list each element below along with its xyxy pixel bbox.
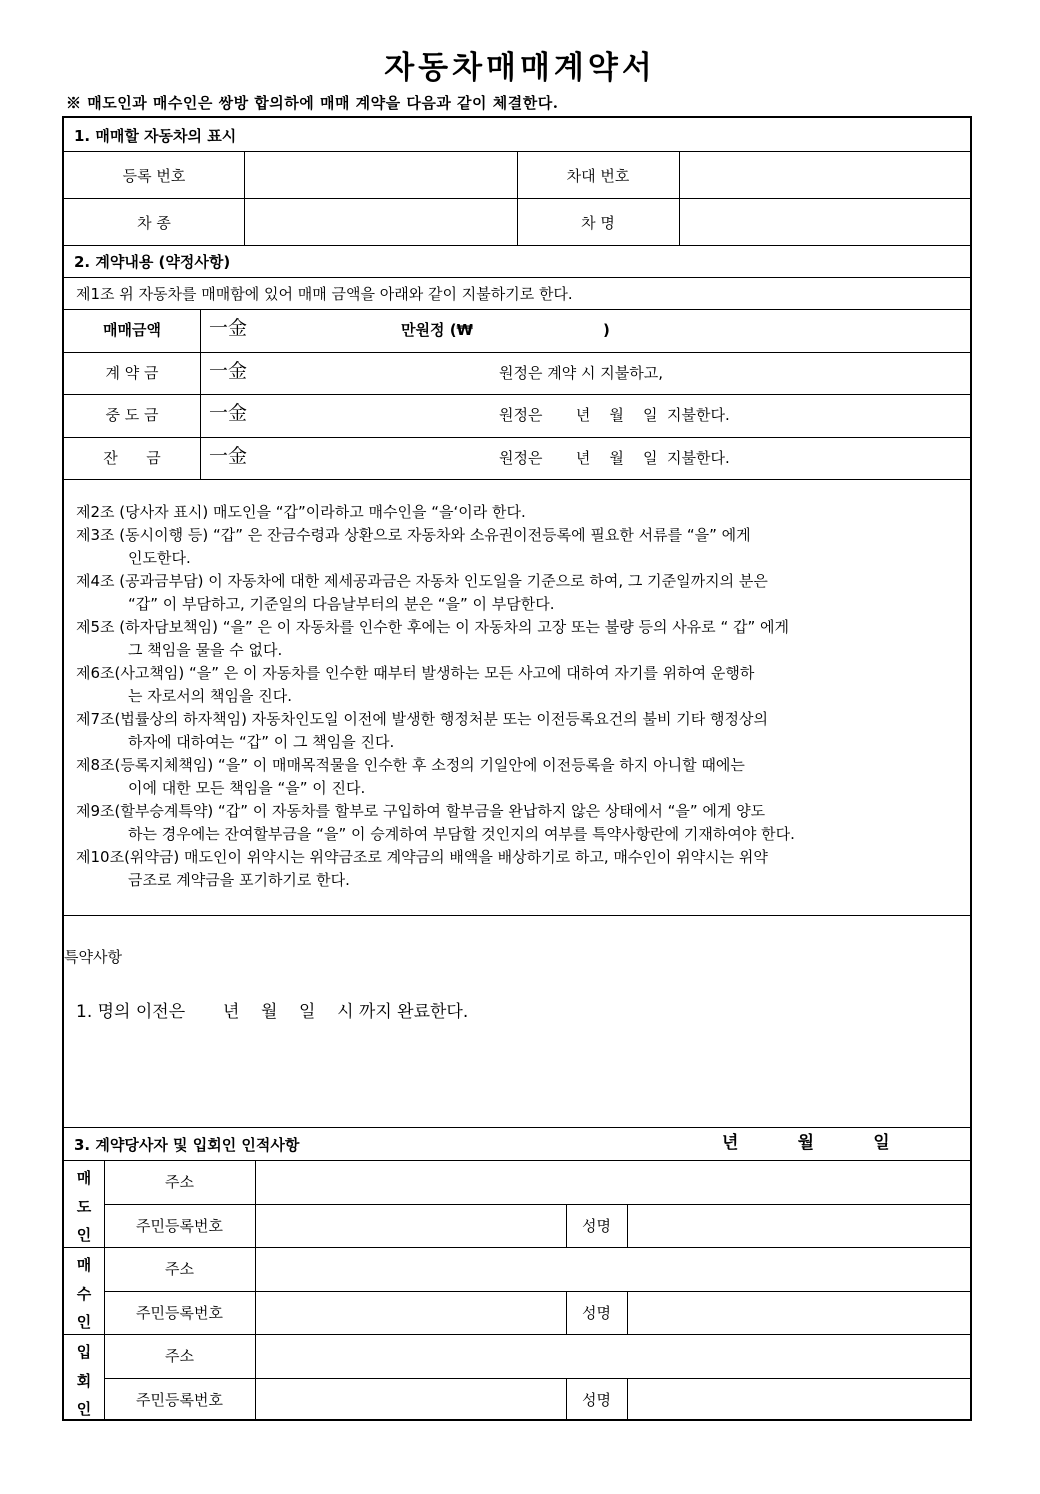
contract-clauses — [76, 501, 971, 892]
witness-id-label: 주민등록번호 — [136, 1391, 223, 1409]
chassis-no-field[interactable] — [680, 152, 970, 197]
clause-article-9: 제9조(할부승계특약) “갑” 이 자동차를 할부로 구입하여 할부금을 완납하지 않은 상태에서 “을” 에게 양도 하는 경우에는 잔여할부금을 “을” 이 승계하여 부담할 것인지의 여부를 특약사항란에 기재하여야 한다. — [76, 802, 795, 843]
clause-article-3: 제3조 (동시이행 등) “갑” 은 잔금수령과 상환으로 자동차와 소유권이전등록에 필요한 서류를 “을” 에게 인도한다. — [76, 526, 751, 567]
buyer-role-char: 매 — [76, 1256, 92, 1274]
balance-text: 원정은 년 월 일 지불한다. — [499, 449, 730, 467]
seller-address-label: 주소 — [165, 1173, 194, 1191]
divider — [64, 479, 970, 480]
section2-heading: 2. 계약내용 (약정사항) — [74, 253, 231, 271]
buyer-name-field[interactable] — [628, 1292, 970, 1333]
clause-article-8: 제8조(등록지체책임) “을” 이 매매목적물을 인수한 후 소정의 기일안에 이전등록을 하지 아니할 때에는 이에 대한 모든 책임을 “을” 이 진다. — [76, 756, 745, 797]
interim-text: 원정은 년 월 일 지불한다. — [499, 406, 730, 424]
witness-name-label: 성명 — [582, 1391, 611, 1409]
interim-prefix: 一金 — [209, 402, 248, 424]
seller-id-label: 주민등록번호 — [136, 1217, 223, 1235]
divider — [104, 1160, 105, 1421]
clause-article-2: 제2조 (당사자 표시) 매도인을 “갑”이라하고 매수인을 “을‘이라 한다. — [76, 503, 526, 521]
price-close: ) — [603, 321, 610, 339]
witness-name-field[interactable] — [628, 1379, 970, 1419]
contract-form — [62, 116, 972, 1421]
witness-role-char: 인 — [76, 1400, 92, 1418]
car-name-field[interactable] — [680, 199, 970, 244]
witness-address-field[interactable] — [256, 1335, 970, 1377]
seller-id-field[interactable] — [256, 1205, 565, 1246]
buyer-name-label: 성명 — [582, 1304, 611, 1322]
clause-article-10: 제10조(위약금) 매도인이 위약시는 위약금조로 계약금의 배액을 배상하기로 하고, 매수인이 위약시는 위약 금조로 계약금을 포기하기로 한다. — [76, 848, 768, 889]
clause-article-7: 제7조(법률상의 하자책임) 자동차인도일 이전에 발생한 행정처분 또는 이전등록요건의 불비 기타 행정상의 하자에 대하여는 “갑” 이 그 책임을 진다. — [76, 710, 769, 751]
seller-address-field[interactable] — [256, 1161, 970, 1203]
seller-role-char: 인 — [76, 1226, 92, 1244]
interim-label: 중 도 금 — [105, 406, 159, 424]
chassis-no-label: 차대 번호 — [566, 167, 630, 185]
seller-role-char: 매 — [76, 1169, 92, 1187]
clause-article-4: 제4조 (공과금부담) 이 자동차에 대한 제세공과금은 자동차 인도일을 기준으로 하여, 그 기준일까지의 분은 “갑” 이 부담하고, 기준일의 다음날부터의 분은 “을” 이 부담한다. — [76, 572, 768, 613]
reg-no-field[interactable] — [245, 152, 516, 197]
article1-text: 제1조 위 자동차를 매매함에 있어 매매 금액을 아래와 같이 지불하기로 한다. — [76, 285, 573, 303]
car-type-label: 차 종 — [137, 214, 171, 232]
document-title: 자동차매매계약서 — [384, 50, 656, 86]
balance-prefix: 一金 — [209, 445, 248, 467]
buyer-id-label: 주민등록번호 — [136, 1304, 223, 1322]
special-terms-label: 특약사항 — [64, 948, 122, 966]
clause-article-6: 제6조(사고책임) “을” 은 이 자동차를 인수한 때부터 발생하는 모든 사고에 대하여 자기를 위하여 운행하 는 자로서의 책임을 진다. — [76, 664, 755, 705]
buyer-address-label: 주소 — [165, 1260, 194, 1278]
seller-name-field[interactable] — [628, 1205, 970, 1246]
section3-heading: 3. 계약당사자 및 입회인 인적사항 — [74, 1136, 300, 1154]
section1-heading: 1. 매매할 자동차의 표시 — [74, 127, 237, 145]
buyer-address-field[interactable] — [256, 1248, 970, 1290]
deposit-label: 계 약 금 — [105, 364, 159, 382]
divider — [200, 309, 201, 479]
car-type-field[interactable] — [245, 199, 516, 244]
car-name-label: 차 명 — [581, 214, 615, 232]
price-prefix: 一金 — [209, 317, 248, 339]
buyer-id-field[interactable] — [256, 1292, 565, 1333]
witness-role-char: 입 — [76, 1343, 92, 1361]
reg-no-label: 등록 번호 — [122, 167, 186, 185]
witness-id-field[interactable] — [256, 1379, 565, 1419]
balance-label: 잔 금 — [103, 449, 161, 467]
buyer-role-char: 수 — [76, 1285, 92, 1303]
witness-role-char: 회 — [76, 1372, 92, 1390]
divider — [64, 915, 970, 916]
price-label: 매매금액 — [103, 321, 161, 339]
seller-name-label: 성명 — [582, 1217, 611, 1235]
signing-date[interactable]: 년 월 일 — [722, 1133, 890, 1153]
clause-article-5: 제5조 (하자담보책임) “을” 은 이 자동차를 인수한 후에는 이 자동차의 고장 또는 불량 등의 사유로 “ 갑” 에게 그 책임을 물을 수 없다. — [76, 618, 789, 659]
divider — [64, 1127, 970, 1128]
witness-address-label: 주소 — [165, 1347, 194, 1365]
buyer-role-char: 인 — [76, 1313, 92, 1331]
seller-role-char: 도 — [76, 1198, 92, 1216]
deposit-text: 원정은 계약 시 지불하고, — [499, 364, 663, 382]
divider — [64, 277, 970, 278]
deposit-prefix: 一金 — [209, 360, 248, 382]
divider — [64, 245, 970, 246]
special-term-item[interactable]: 1. 명의 이전은 년 월 일 시 까지 완료한다. — [76, 1002, 469, 1022]
price-unit: 만원정 (₩ — [401, 321, 474, 339]
document-subtitle: ※ 매도인과 매수인은 쌍방 합의하에 매매 계약을 다음과 같이 체결한다. — [66, 94, 559, 112]
